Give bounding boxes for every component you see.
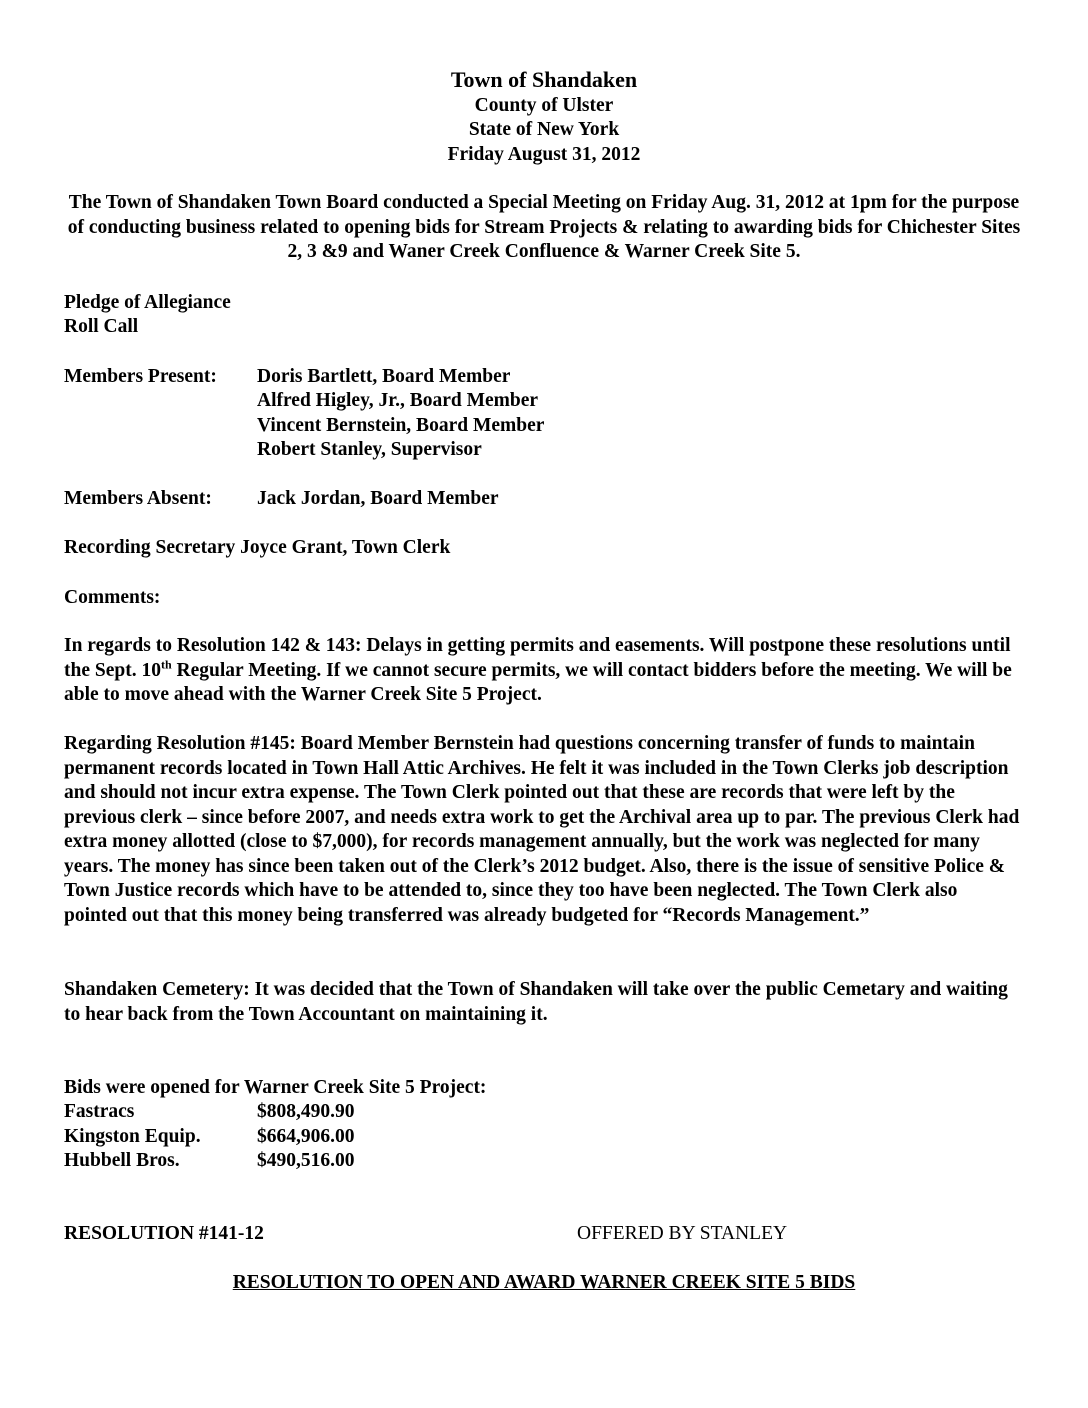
intro-paragraph: The Town of Shandaken Town Board conducted a Special Meeting on Friday Aug. 31, 2012 at 1pm for the purpose of conducting business related to opening bids for Stream Projects & relating to awarding bids for Chichester Sites 2, 3 &9 and Waner Creek Confluence & Warner Creek Site 5. [67, 192, 1021, 262]
state-line: State of New York [468, 119, 620, 140]
offered-by: OFFERED BY STANLEY [577, 1223, 788, 1244]
bid-amount: $490,516.00 [257, 1150, 355, 1171]
comment1-text-start: In regards to Resolution 142 & 143: Delays in getting permits and easements. Will postpone these resolutions until the Sept. 10 [64, 635, 1011, 681]
resolution-number: RESOLUTION #141-12 [64, 1223, 264, 1244]
bidder-name: Kingston Equip. [64, 1126, 201, 1147]
ordinal-suffix: th [160, 657, 172, 671]
comment-resolutions-142-143 [64, 634, 1024, 708]
bids-heading: Bids were opened for Warner Creek Site 5 Project: [64, 1077, 487, 1098]
bid-amount: $664,906.00 [257, 1126, 355, 1147]
bid-amount: $808,490.90 [257, 1101, 355, 1122]
document-title: Town of Shandaken [450, 67, 638, 92]
members-present-label: Members Present: [64, 366, 217, 387]
resolution-title: RESOLUTION TO OPEN AND AWARD WARNER CREEK SITE 5 BIDS [232, 1272, 856, 1293]
roll-call-line: Roll Call [64, 316, 139, 337]
absent-member-name: Jack Jordan, Board Member [257, 488, 499, 509]
meeting-date: Friday August 31, 2012 [447, 144, 641, 165]
pledge-line: Pledge of Allegiance [64, 292, 231, 313]
comment-cemetery: Shandaken Cemetery: It was decided that the Town of Shandaken will take over the public Cemetary and waiting to hear back from the Town Accountant on maintaining it. [64, 979, 1008, 1025]
comments-label: Comments: [64, 587, 161, 608]
comment1-text-end: Regular Meeting. If we cannot secure permits, we will contact bidders before the meeting. We will be able to move ahead with the Warner Creek Site 5 Project. [64, 659, 1012, 705]
county-line: County of Ulster [474, 95, 614, 116]
member-name: Doris Bartlett, Board Member [257, 366, 511, 387]
members-absent-label: Members Absent: [64, 488, 212, 509]
bidder-name: Hubbell Bros. [64, 1150, 180, 1171]
member-name: Vincent Bernstein, Board Member [257, 415, 545, 436]
bidder-name: Fastracs [64, 1101, 135, 1122]
member-name: Robert Stanley, Supervisor [257, 439, 482, 460]
member-name: Alfred Higley, Jr., Board Member [257, 390, 539, 411]
comment-resolution-145: Regarding Resolution #145: Board Member Bernstein had questions concerning transfer of funds to maintain permanent records located in Town Hall Attic Archives. He felt it was included in the Town Clerks job description and should not incur extra expense. The Town Clerk pointed out that these are records that were left by the previous clerk – since before 2007, and needs extra work to get the Archival area up to par. The previous Clerk had extra money allotted (close to $7,000), for records management annually, but the work was neglected for many years. The money has since been taken out of the Clerk’s 2012 budget. Also, there is the issue of sensitive Police & Town Justice records which have to be attended to, since they too have been neglected. The Town Clerk also pointed out that this money being transferred was already budgeted for “Records Management.” [64, 733, 1020, 926]
recording-secretary-line: Recording Secretary Joyce Grant, Town Clerk [64, 537, 451, 558]
